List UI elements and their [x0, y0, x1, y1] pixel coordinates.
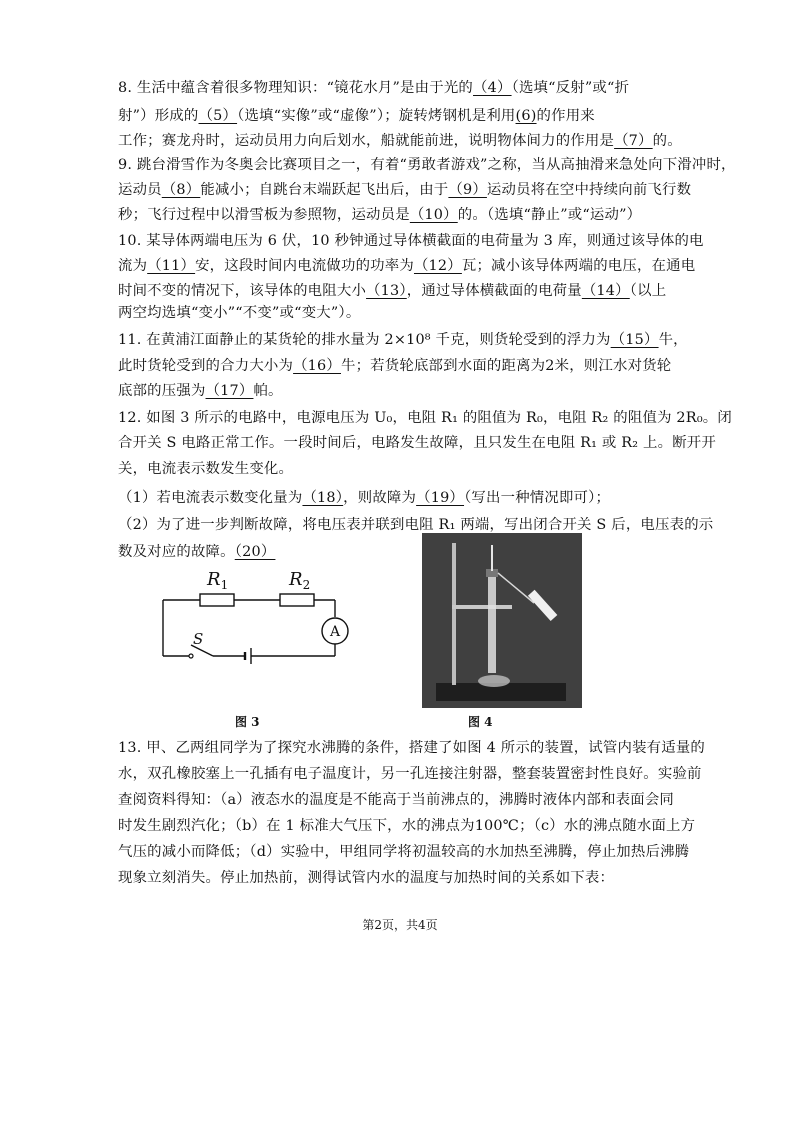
blank-7: （7） [614, 133, 653, 149]
q9-line-3: 秒；飞行过程中以滑雪板为参照物，运动员是（10）的。（选填“静止”或“运动”） [118, 207, 642, 223]
q12-line-1: 12. 如图 3 所示的电路中，电源电压为 U₀，电阻 R₁ 的阻值为 R₀，电阻 R₂ 的阻值为 2R₀。闭 [118, 410, 732, 426]
switch-label: S [193, 630, 204, 648]
q12-line-2: 合开关 S 电路正常工作。一段时间后，电路发生故障，且只发生在电阻 R₁ 或 R₂ 上。断开开 [118, 435, 716, 451]
q11-line-1: 11. 在黄浦江面静止的某货轮的排水量为 2×10⁸ 千克，则货轮受到的浮力为（15）牛， [118, 332, 688, 348]
q10-line-1: 10. 某导体两端电压为 6 伏，10 秒钟通过导体横截面的电荷量为 3 库，则通过该导体的电 [118, 233, 704, 249]
q8-line-3: 工作；赛龙舟时，运动员用力向后划水，船就能前进，说明物体间力的作用是（7）的。 [118, 133, 682, 149]
switch-contact [189, 654, 193, 658]
q13-line-4: 时发生剧烈汽化；（b）在 1 标准大气压下，水的沸点为100℃；（c）水的沸点随水面上方 [118, 818, 696, 834]
blank-8: （8） [161, 182, 201, 198]
q10-line-3: 时间不变的情况下，该导体的电阻大小（13），通过导体横截面的电荷量（14）（以上 [118, 283, 667, 299]
page-footer: 第2页，共4页 [362, 918, 438, 932]
resistor-r1 [200, 594, 234, 606]
resistor-r2 [280, 594, 314, 606]
q9-line-1: 9. 跳台滑雪作为冬奥会比赛项目之一，有着“勇敢者游戏”之称，当从高抽滑来急处向下滑冲时， [118, 157, 736, 173]
q12-part-2-line-2: 数及对应的故障。（20） [118, 544, 276, 560]
q10-line-2: 流为（11）安，这段时间内电流做功的功率为（12）瓦；减小该导体两端的电压，在通电 [118, 258, 696, 274]
r1-label: $R_1$ [207, 569, 229, 592]
q8-line-1: 8. 生活中蕴含着很多物理知识：“镜花水月”是由于光的（4）（选填“反射”或“折 [118, 80, 630, 96]
r2-label: $R_2$ [289, 569, 311, 592]
burner [478, 675, 510, 687]
blank-16: （16） [293, 358, 341, 374]
blank-9: （9） [448, 182, 487, 198]
blank-5: （5） [198, 108, 238, 124]
q13-line-3: 查阅资料得知：（a）液态水的温度是不能高于当前沸点的，沸腾时液体内部和表面会同 [118, 792, 675, 808]
blank-19: （19） [416, 490, 465, 506]
q11-line-3: 底部的压强为（17）帕。 [118, 383, 283, 399]
blank-6: (6) [515, 108, 537, 124]
circuit-diagram [155, 565, 365, 665]
blank-4: （4） [473, 80, 512, 96]
q13-line-2: 水，双孔橡胶塞上一孔插有电子温度计，另一孔连接注射器，整套装置密封性良好。实验前 [118, 766, 702, 782]
blank-14: （14） [581, 283, 630, 299]
q13-line-5: 气压的减小而降低；（d）实验中，甲组同学将初温较高的水加热至沸腾，停止加热后沸腾 [118, 844, 690, 860]
test-tube [488, 573, 496, 673]
blank-13: （13） [366, 283, 407, 299]
blank-20: （20） [234, 544, 276, 560]
q12-part-1: （1）若电流表示数变化量为（18），则故障为（19）（写出一种情况即可）； [118, 490, 611, 506]
q13-line-1: 13. 甲、乙两组同学为了探究水沸腾的条件，搭建了如图 4 所示的装置，试管内装有适量的 [118, 740, 706, 756]
q10-line-4: 两空均选填“变小”“不变”或“变大”）。 [118, 305, 361, 321]
figure-3-caption: 图 3 [235, 715, 260, 729]
blank-15: （15） [610, 332, 659, 348]
clamp-arm [452, 605, 512, 609]
q8-line-2: 射”）形成的（5）（选填“实像”或“虚像”）；旋转烤钢机是利用(6)的作用来 [118, 108, 595, 124]
blank-17: （17） [205, 383, 254, 399]
q13-line-6: 现象立刻消失。停止加热前，测得试管内水的温度与加热时间的关系如下表： [118, 870, 615, 886]
ammeter-label: A [329, 624, 341, 640]
stand-rod [452, 543, 456, 685]
q12-line-3: 关，电流表示数发生变化。 [118, 461, 294, 477]
figure-4-caption: 图 4 [468, 715, 493, 729]
blank-10: （10） [409, 207, 458, 223]
blank-12: （12） [413, 258, 462, 274]
q9-line-2: 运动员（8）能减小；自跳台末端跃起飞出后，由于（9）运动员将在空中持续向前飞行数 [118, 182, 692, 198]
q12-part-2: （2）为了进一步判断故障，将电压表并联到电阻 R₁ 两端，写出闭合开关 S 后，电压表的示 [118, 517, 714, 533]
apparatus-photo [422, 533, 582, 708]
blank-11: （11） [147, 258, 196, 274]
blank-18: （18） [302, 490, 344, 506]
q11-line-2: 此时货轮受到的合力大小为（16）牛；若货轮底部到水面的距离为2米，则江水对货轮 [118, 358, 672, 374]
